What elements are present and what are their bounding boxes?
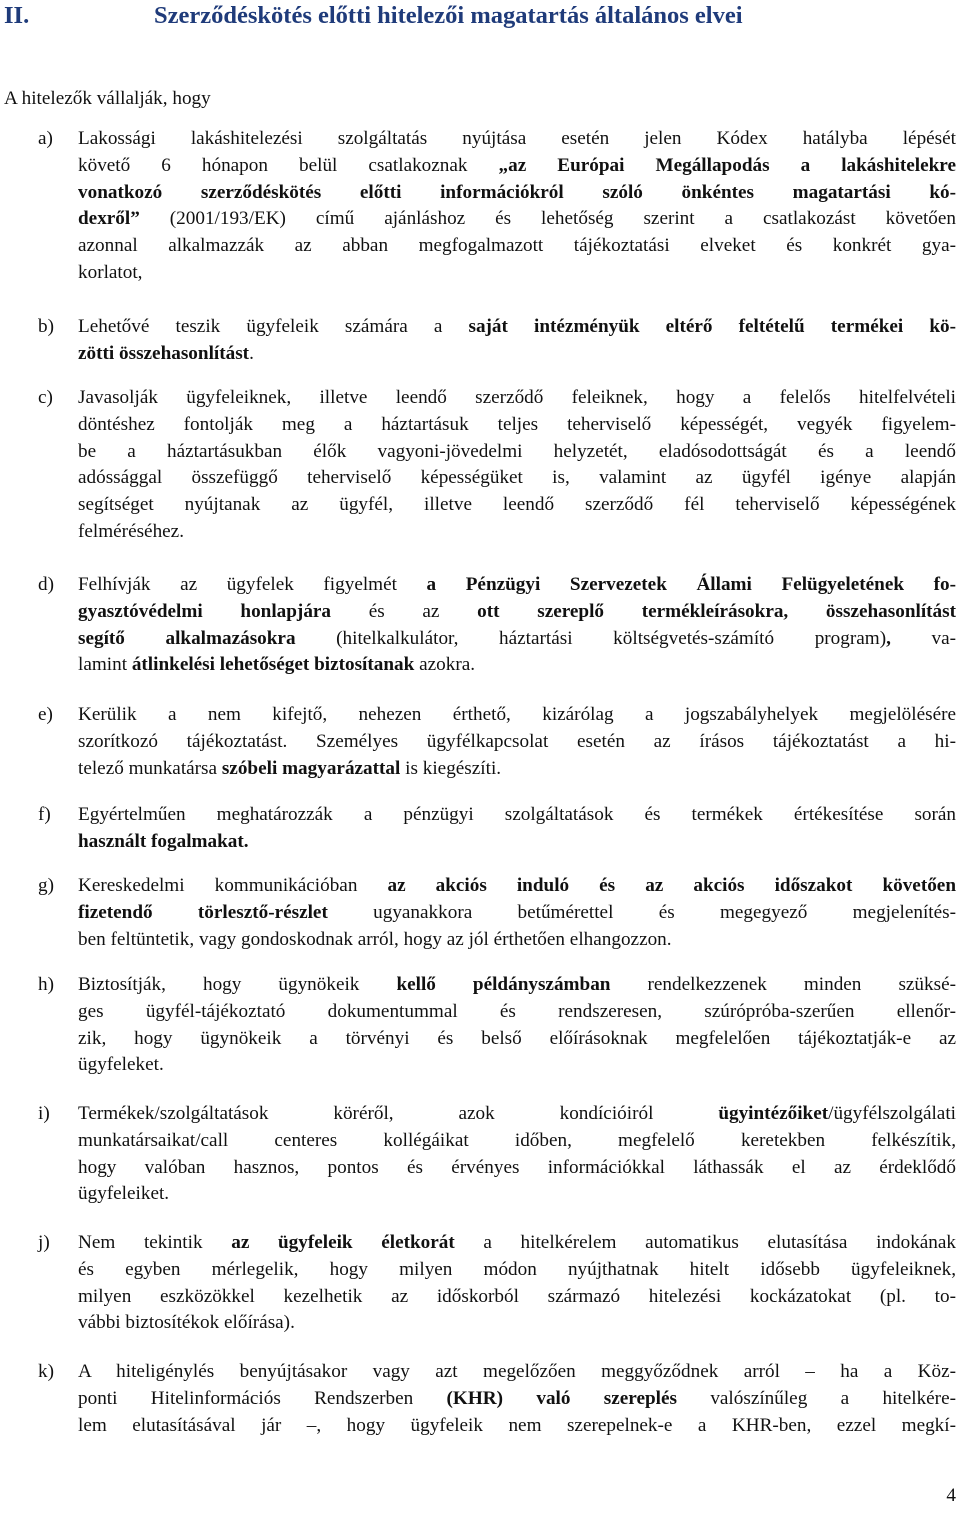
text-run: és az [331,600,478,622]
bold-text: segítő alkalmazásokra [78,627,296,649]
text-line [78,729,956,756]
item-label: e) [38,704,53,725]
text-line [78,626,956,653]
item-label: j) [38,1232,50,1253]
text-run: Lehetővé teszik ügyfeleik számára a [78,316,469,337]
text-run: és egyben mérlegelik, hogy milyen módon nyújthatnak hitelt idősebb ügyfeleiknek, [78,1258,956,1280]
text-line [78,572,956,599]
text-run: követő 6 hónapon belül csatlakoznak [78,154,499,176]
item-text [78,873,956,953]
item-text [78,972,956,1079]
text-run: ponti Hitelinformációs Rendszerben [78,1387,447,1409]
text-line [78,1284,956,1311]
text-run: adóssággal összefüggő teherviselő képességüket is, valamint az ügyfél igénye alapján [78,467,956,489]
text-line [78,1101,956,1128]
text-run: Biztosítják, hogy ügynökeik [78,974,397,995]
text-run: milyen eszközökkel kezelhetik az időskorból származó hitelezési kockázatokat (pl. to- [78,1285,956,1307]
text-run: (hitelkalkulátor, háztartási költségvetés-számító program) [295,627,887,649]
item-text [78,1101,956,1208]
bold-text: gyasztóvédelmi honlapjára [78,600,332,622]
text-line [78,802,956,829]
text-line [78,412,956,439]
text-run: lamint [78,654,132,676]
text-line [78,439,956,466]
bold-text: saját intézményük eltérő feltételű termékei kö- [468,316,956,337]
text-line [78,1181,956,1208]
text-line [78,153,956,180]
text-run: ben feltüntetik, vagy gondoskodnak arról, hogy az jól érthetően elhangozzon. [78,928,672,950]
text-run: lem elutasításával jár –, hogy ügyfeleik nem szerepelnek-e a KHR-ben, ezzel megkí- [78,1414,956,1436]
text-line [78,1128,956,1155]
bold-text: az ügyfeleik életkorát [231,1232,455,1253]
text-line [78,1155,956,1182]
text-line [78,900,956,927]
text-run: zik, hogy ügynökeik a törvényi és belső előírásoknak megfelelően tájékoztatják-e az [78,1027,956,1049]
bold-text: a Pénzügyi Szervezetek Állami Felügyeletének fo- [426,574,956,595]
text-run: (2001/193/EK) című ajánláshoz és lehetőség szerint a csatlakozást követően [139,208,956,230]
text-line [78,314,956,341]
bold-text: ott szereplő termékleírásokra, összehasonlítást [477,600,956,622]
bold-text: zötti összehasonlítást [78,342,250,364]
text-run: hogy valóban hasznos, pontos és érvényes információkkal láthassák el az érdeklődő [78,1156,956,1178]
item-label: d) [38,574,54,595]
item-text [78,314,956,368]
text-run: döntéshez fontolják meg a háztartásuk teljes teherviselő képességét, vegyék figyelem- [78,413,956,435]
item-label: k) [38,1361,54,1382]
text-line [78,206,956,233]
text-run: Kerülik a nem kifejtő, nehezen érthető, kizárólag a jogszabályhelyek megjelölésére [78,704,956,725]
item-label: a) [38,128,53,149]
text-line [78,260,956,287]
bold-text: „az Európai Megállapodás a lakáshitelekre [498,154,956,176]
intro-text: A hitelezők vállalják, hogy [4,88,211,109]
text-run: munkatársaikat/call centeres kollégáikat időben, megfelelő keretekben felkészítik, [78,1129,956,1151]
text-line [78,999,956,1026]
text-run: valószínűleg a hitelkére- [676,1387,956,1409]
text-run: ügyfeleket. [78,1054,164,1076]
text-line [78,652,956,679]
item-label: b) [38,316,54,337]
text-run: azokra. [414,654,476,676]
text-line [78,972,956,999]
bold-text: használt fogalmakat. [78,830,249,852]
text-line [78,927,956,954]
text-run: ügyfeleiket. [78,1183,170,1205]
text-line [78,233,956,260]
text-line [78,1026,956,1053]
text-line [78,1052,956,1079]
text-line [78,873,956,900]
bold-text: ügyintézőiket [718,1103,829,1124]
text-line [78,756,956,783]
section-title: Szerződéskötés előtti hitelezői magatartás általános elvei [154,2,743,29]
text-line [78,702,956,729]
text-line [78,829,956,856]
text-run: Egyértelműen meghatározzák a pénzügyi szolgáltatások és termékek értékesítése során [78,804,956,825]
bold-text: az akciós induló és az akciós időszakot követően [387,875,956,896]
text-run: rendelkezzenek minden szüksé- [610,974,956,995]
text-line [78,341,956,368]
text-run: Lakossági lakáshitelezési szolgáltatás nyújtása esetén jelen Kódex hatályba lépését [78,128,956,149]
text-line [78,492,956,519]
text-run: felméréséhez. [78,520,184,542]
text-run: Kereskedelmi kommunikációban [78,875,388,896]
bold-text: átlinkelési lehetőséget biztosítanak [131,654,415,676]
text-run: be a háztartásukban élők vagyoni-jövedelmi helyzetét, eladósodottságát és a leendő [78,440,956,462]
bold-text: fizetendő törlesztő-részlet [78,901,328,923]
text-line [78,1230,956,1257]
text-line [78,126,956,153]
item-label: h) [38,974,54,995]
item-text [78,572,956,679]
section-number: II. [4,2,30,29]
item-text [78,126,956,287]
text-line [78,1257,956,1284]
item-label: g) [38,875,54,896]
text-run: va- [890,627,956,649]
item-label: i) [38,1103,50,1124]
item-label: c) [38,387,53,408]
text-run: Termékek/szolgáltatások köréről, azok kondícióiról [78,1103,719,1124]
item-text [78,702,956,782]
bold-text: szóbeli magyarázattal [221,757,401,779]
text-line [78,465,956,492]
text-line [78,180,956,207]
text-run: a hitelkérelem automatikus elutasítása indokának [454,1232,957,1253]
item-text [78,1359,956,1439]
bold-text: (KHR) való szereplés [446,1387,677,1409]
text-run: ugyanakkora betűmérettel és megegyező megjelenítés- [327,901,956,923]
text-run: is kiegészíti. [400,757,502,779]
text-run: telező munkatársa [78,757,222,779]
page-number: 4 [946,1485,956,1506]
text-line [78,1310,956,1337]
item-text [78,802,956,856]
text-run: /ügyfélszolgálati [828,1103,956,1124]
text-run: . [249,342,254,364]
text-run: azonnal alkalmazzák az abban megfogalmazott tájékoztatási elveket és konkrét gya- [78,235,956,257]
text-run: Felhívják az ügyfelek figyelmét [78,574,427,595]
item-label: f) [38,804,51,825]
bold-text: , [886,627,891,649]
section-heading [4,0,743,32]
text-run: ges ügyfél-tájékoztató dokumentummal és rendszeresen, szúrópróba-szerűen ellenőr- [78,1000,956,1022]
text-run: korlatot, [78,261,143,283]
text-line [78,519,956,546]
text-line [78,1386,956,1413]
bold-text: dexről” [78,208,140,230]
item-text [78,385,956,546]
text-run: Javasolják ügyfeleiknek, illetve leendő szerződő feleiknek, hogy a felelős hitelfelvételi [78,387,956,408]
text-run: vábbi biztosítékok előírása). [78,1312,295,1334]
text-line [78,1359,956,1386]
text-line [78,599,956,626]
text-run: Nem tekintik [78,1232,232,1253]
text-run: segítséget nyújtanak az ügyfél, illetve leendő szerződő fél teherviselő képességének [78,494,956,516]
text-line [78,385,956,412]
text-run: szorítkozó tájékoztatást. Személyes ügyfélkapcsolat esetén az írásos tájékoztatást a hi- [78,730,956,752]
bold-text: kellő példányszámban [396,974,611,995]
text-run: A hiteligénylés benyújtásakor vagy azt megelőzően meggyőződnek arról – ha a Köz- [78,1361,956,1382]
bold-text: vonatkozó szerződéskötés előtti információkról szóló önkéntes magatartási kó- [78,181,956,203]
item-text [78,1230,956,1337]
text-line [78,1413,956,1440]
